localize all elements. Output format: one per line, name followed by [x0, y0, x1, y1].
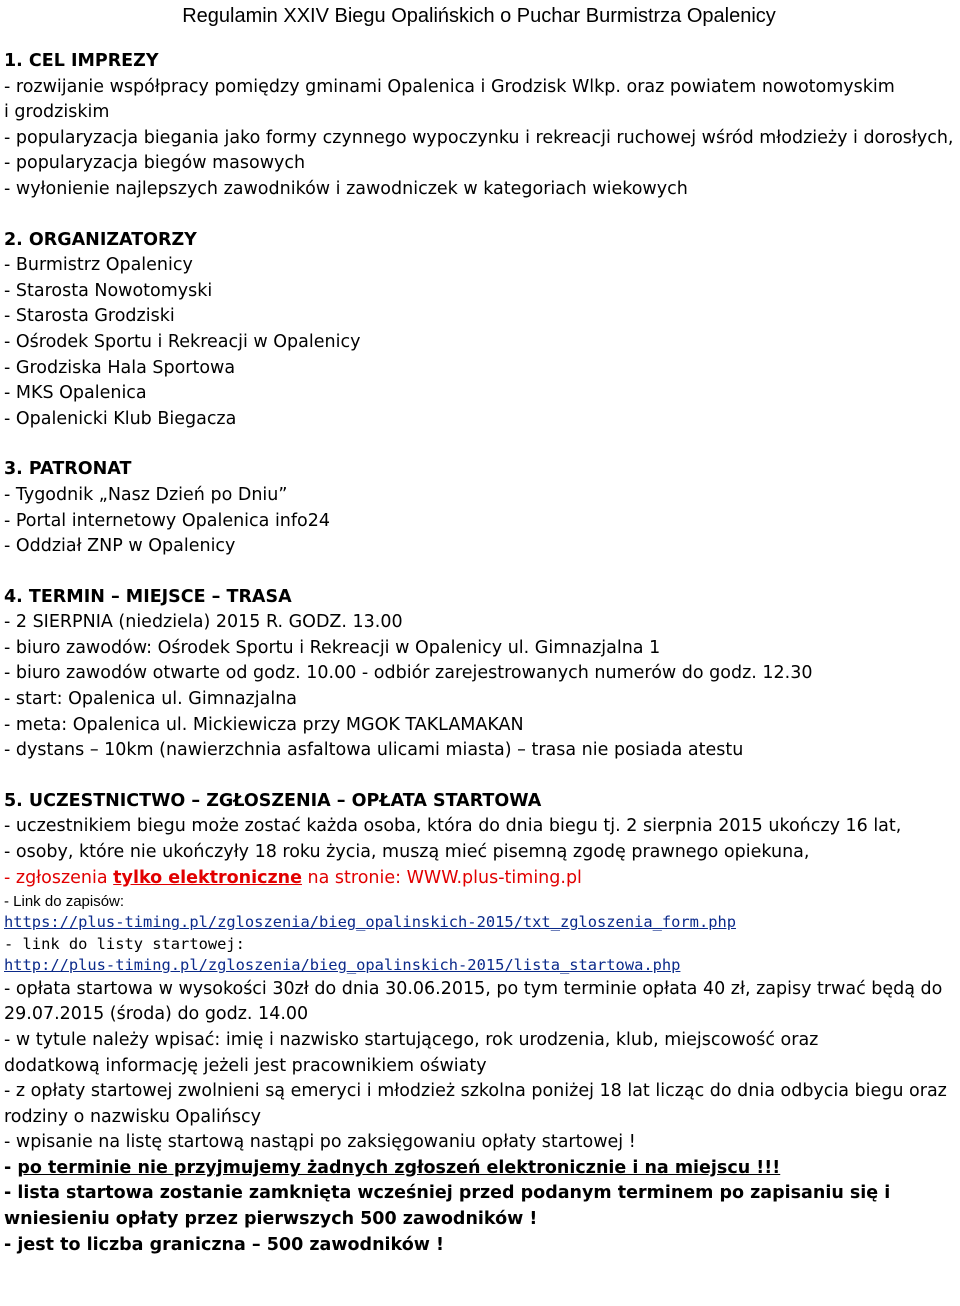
regulations-document: [4, 0, 954, 1258]
section-heading: 5. UCZESTNICTWO – ZGŁOSZENIA – OPŁATA STARTOWA: [4, 790, 542, 811]
list-item: - MKS Opalenica: [4, 383, 147, 404]
section-organizatorzy: [4, 228, 954, 433]
list-item: - dystans – 10km (nawierzchnia asfaltowa ulicami miasta) – trasa nie posiada atestu: [4, 740, 744, 761]
list-item: - Portal internetowy Opalenica info24: [4, 510, 331, 531]
list-item: - w tytule należy wpisać: imię i nazwisko startującego, rok urodzenia, klub, miejscowość oraz dodatkową informację jeżeli jest pracownikiem oświaty: [4, 1029, 819, 1076]
list-item: - opłata startowa w wysokości 30zł do dnia 30.06.2015, po tym terminie opłata 40 zł, zapisy trwać będą do 29.07.2015 (środa) do godz. 14.00: [4, 978, 943, 1025]
start-list-link[interactable]: http://plus-timing.pl/zgloszenia/bieg_opalinskich-2015/lista_startowa.php: [4, 956, 681, 975]
list-item: - Starosta Grodziski: [4, 306, 175, 327]
section-heading: 1. CEL IMPREZY: [4, 51, 159, 71]
list-item: - Tygodnik „Nasz Dzień po Dniu”: [4, 484, 288, 505]
list-item: - Burmistrz Opalenicy: [4, 255, 193, 276]
late-entry-prefix: -: [4, 1157, 18, 1178]
list-item: - biuro zawodów otwarte od godz. 10.00 - odbiór zarejestrowanych numerów do godz. 12.30: [4, 663, 813, 684]
list-item: - Grodziska Hala Sportowa: [4, 357, 236, 378]
list-item: - popularyzacja biegów masowych: [4, 153, 306, 174]
list-item: - rozwijanie współpracy pomiędzy gminami Opalenica i Grodzisk Wlkp. oraz powiatem nowotomyskim i grodziskim: [4, 76, 895, 123]
start-list-closing-note: - lista startowa zostanie zamknięta wcześniej przed podanym terminem po zapisaniu się i wniesieniu opłaty przez pierwszych 500 zawodników !: [4, 1183, 891, 1230]
list-item: - popularyzacja biegania jako formy czynnego wypoczynku i rekreacji ruchowej wśród młodzieży i dorosłych,: [4, 127, 954, 148]
section-heading: 3. PATRONAT: [4, 459, 132, 480]
start-list-label: - link do listy startowej:: [4, 934, 245, 953]
spacer: [4, 432, 954, 457]
signup-link[interactable]: https://plus-timing.pl/zgloszenia/bieg_opalinskich-2015/txt_zgloszenia_form.php: [4, 913, 737, 932]
spacer: [4, 203, 954, 228]
late-entry-text: po terminie nie przyjmujemy żadnych zgłoszeń elektronicznie i na miejscu !!!: [17, 1157, 781, 1178]
participant-limit-note: - jest to liczba graniczna – 500 zawodników !: [4, 1234, 444, 1255]
list-item: - Opalenicki Klub Biegacza: [4, 408, 237, 429]
list-item: - wpisanie na listę startową nastąpi po zaksięgowaniu opłaty startowej !: [4, 1132, 636, 1153]
list-item: - Starosta Nowotomyski: [4, 280, 213, 301]
list-item: - start: Opalenica ul. Gimnazjalna: [4, 689, 298, 710]
list-item: - Ośrodek Sportu i Rekreacji w Opalenicy: [4, 331, 361, 352]
list-item: - wyłonienie najlepszych zawodników i zawodniczek w kategoriach wiekowych: [4, 178, 688, 199]
list-item: - osoby, które nie ukończyły 18 roku życia, muszą mieć pisemną zgodę prawnego opiekuna,: [4, 842, 810, 863]
registration-prefix: - zgłoszenia: [4, 867, 114, 888]
list-item: - Oddział ZNP w Opalenicy: [4, 536, 236, 557]
registration-site: na stronie: WWW.plus-timing.pl: [301, 867, 582, 888]
spacer: [4, 764, 954, 789]
section-cel-imprezy: [4, 49, 954, 203]
section-heading: 2. ORGANIZATORZY: [4, 229, 197, 250]
registration-emphasis: tylko elektroniczne: [113, 867, 302, 888]
spacer: [4, 560, 954, 585]
section-heading: 4. TERMIN – MIEJSCE – TRASA: [4, 586, 292, 607]
list-item: - z opłaty startowej zwolnieni są emeryci i młodzież szkolna poniżej 18 lat licząc do dnia odbycia biegu oraz rodziny o nazwisku Opalińscy: [4, 1081, 947, 1127]
list-item: - biuro zawodów: Ośrodek Sportu i Rekreacji w Opalenicy ul. Gimnazjalna 1: [4, 637, 661, 658]
section-uczestnictwo: [4, 789, 954, 1258]
registration-note: [4, 866, 954, 892]
spacer: [4, 30, 954, 49]
section-patronat: [4, 457, 954, 559]
late-entry-warning: [4, 1156, 954, 1182]
section-termin-miejsce-trasa: [4, 585, 954, 764]
list-item: - meta: Opalenica ul. Mickiewicza przy MGOK TAKLAMAKAN: [4, 714, 524, 735]
document-title: Regulamin XXIV Biegu Opalińskich o Puchar Burmistrza Opalenicy: [182, 5, 776, 27]
list-item: - uczestnikiem biegu może zostać każda osoba, która do dnia biegu tj. 2 sierpnia 2015 ukończy 16 lat,: [4, 816, 902, 837]
signup-link-label: - Link do zapisów:: [4, 893, 125, 911]
list-item: - 2 SIERPNIA (niedziela) 2015 R. GODZ. 13.00: [4, 612, 403, 633]
